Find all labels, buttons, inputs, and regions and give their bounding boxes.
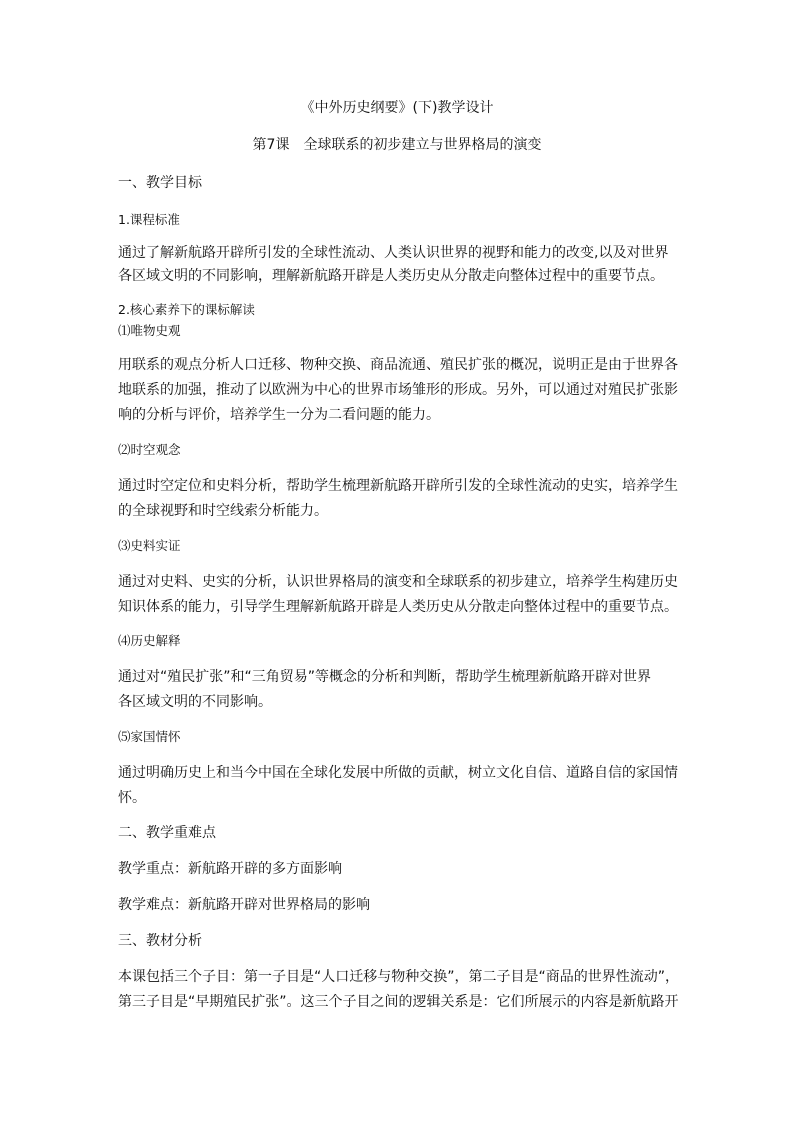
key-point-line: 教学重点：新航路开辟的多方面影响 xyxy=(118,861,342,877)
subheading-curriculum-standard: 1.课程标准 xyxy=(118,212,180,227)
section-heading-objectives: 一、教学目标 xyxy=(118,175,202,191)
paragraph-line: 响的分析与评价，培养学生一分为二看问题的能力。 xyxy=(118,407,440,423)
section-heading-key-points: 二、教学重难点 xyxy=(118,825,216,841)
difficult-point-line: 教学难点：新航路开辟对世界格局的影响 xyxy=(118,897,370,913)
paragraph-line: 知识体系的能力，引导学生理解新航路开辟是人类历史从分散走向整体过程中的重要节点。 xyxy=(118,599,678,615)
paragraph-line: 通过对“殖民扩张”和“三角贸易”等概念的分析和判断，帮助学生梳理新航路开辟对世界 xyxy=(118,669,652,685)
section-heading-textbook-analysis: 三、教材分析 xyxy=(118,933,202,949)
paragraph-line: 各区域文明的不同影响。 xyxy=(118,694,272,710)
paragraph-line: 本课包括三个子目：第一子目是“人口迁移与物种交换”，第二子目是“商品的世界性流动”， xyxy=(118,969,680,985)
document-title: 《中外历史纲要》(下)教学设计 xyxy=(300,100,494,116)
paragraph-line: 通过对史料、史实的分析，认识世界格局的演变和全球联系的初步建立，培养学生构建历史 xyxy=(118,574,678,590)
paragraph-line: 通过明确历史上和当今中国在全球化发展中所做的贡献，树立文化自信、道路自信的家国情 xyxy=(118,765,678,781)
point-heading: ⑸家国情怀 xyxy=(118,729,181,744)
point-heading: ⑵时空观念 xyxy=(118,442,181,457)
paragraph-line: 通过了解新航路开辟所引发的全球性流动、人类认识世界的视野和能力的改变,以及对世界 xyxy=(118,245,669,261)
paragraph-line: 用联系的观点分析人口迁移、物种交换、商品流通、殖民扩张的概况，说明正是由于世界各 xyxy=(118,357,678,373)
paragraph-line: 第三子目是“早期殖民扩张”。这三个子目之间的逻辑关系是：它们所展示的内容是新航路开 xyxy=(118,994,679,1010)
paragraph-line: 的全球视野和时空线索分析能力。 xyxy=(118,503,328,519)
paragraph-line: 通过时空定位和史料分析，帮助学生梳理新航路开辟所引发的全球性流动的史实，培养学生 xyxy=(118,478,678,494)
point-heading: ⑴唯物史观 xyxy=(118,323,181,338)
lesson-title: 第7课 全球联系的初步建立与世界格局的演变 xyxy=(252,137,542,153)
paragraph-line: 各区域文明的不同影响，理解新航路开辟是人类历史从分散走向整体过程中的重要节点。 xyxy=(118,268,664,284)
point-heading: ⑷历史解释 xyxy=(118,633,181,648)
subheading-core-literacy: 2.核心素养下的课标解读 xyxy=(118,302,255,317)
point-heading: ⑶史料实证 xyxy=(118,538,181,553)
paragraph-line: 地联系的加强，推动了以欧洲为中心的世界市场雏形的形成。另外，可以通过对殖民扩张影 xyxy=(118,382,678,398)
paragraph-line: 怀。 xyxy=(118,790,146,806)
